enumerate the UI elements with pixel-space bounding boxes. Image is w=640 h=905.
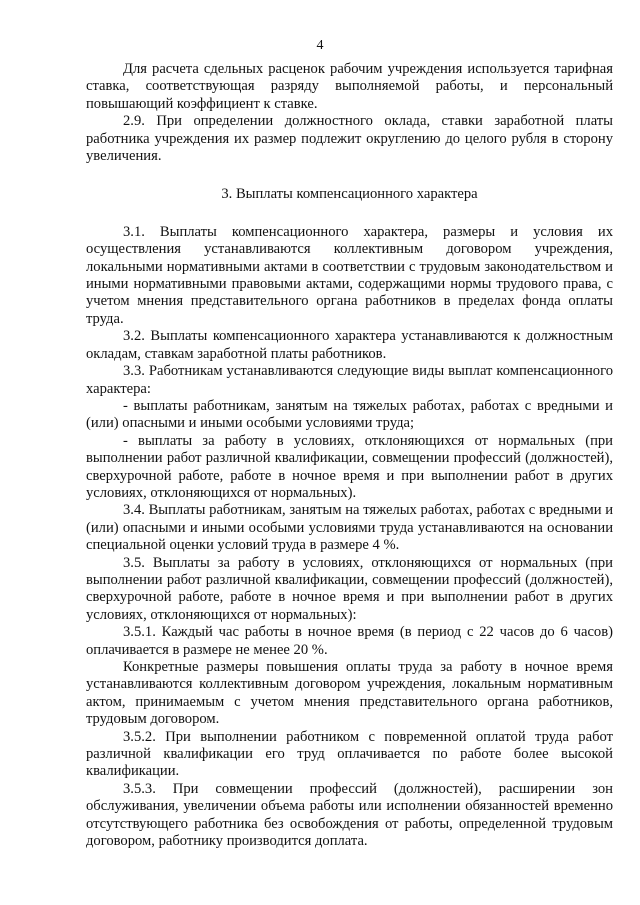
section-heading: 3. Выплаты компенсационного характера (221, 186, 478, 203)
paragraph-2-9: 2.9. При определении должностного оклада, ставки заработной платы работника учреждения их размер подлежит округлению до целого рубля в сторону увеличения. (86, 113, 613, 165)
list-item-abnormal-conditions: - выплаты за работу в условиях, отклоняющихся от нормальных (при выполнении работ различной квалификации, совмещении профессий (должностей), сверхурочной работе, работе в ночное время и при выполнении работ в других условиях, отклоняющихся от нормальных). (86, 432, 613, 501)
paragraph-3-5-3: 3.5.3. При совмещении профессий (должностей), расширении зон обслуживания, увеличении объема работы или исполнении обязанностей временно отсутствующего работника без освобождения от работы, определенной трудовым договором, работнику производится доплата. (86, 780, 613, 850)
paragraph-3-5: 3.5. Выплаты за работу в условиях, отклоняющихся от нормальных (при выполнении работ различной квалификации, совмещении профессий (должностей), сверхурочной работе, работе в ночное время и при выполнении работ в других условиях, отклоняющихся от нормальных): (86, 554, 613, 623)
page-number: 4 (316, 38, 324, 53)
paragraph-3-5-2: 3.5.2. При выполнении работником с повременной оплатой труда работ различной квалификации его труд оплачивается по работе более высокой квалификации. (86, 728, 613, 780)
paragraph-3-3: 3.3. Работникам устанавливаются следующие виды выплат компенсационного характера: (86, 363, 613, 397)
paragraph-piecework-rates: Для расчета сдельных расценок рабочим учреждения используется тарифная ставка, соответствующая разряду выполняемой работы, и персональный повышающий коэффициент к ставке. (86, 61, 613, 112)
list-item-hazardous-work: - выплаты работникам, занятым на тяжелых работах, работах с вредными и (или) опасными и иными особыми условиями труда; (86, 397, 613, 432)
paragraph-3-2: 3.2. Выплаты компенсационного характера устанавливаются к должностным окладам, ставкам заработной платы работников. (86, 328, 613, 362)
document-body (86, 61, 613, 850)
paragraph-night-work-rates: Конкретные размеры повышения оплаты труда за работу в ночное время устанавливаются коллективным договором учреждения, локальным нормативным актом, принимаемым с учетом мнения представительного органа работников, трудовым договором. (86, 659, 613, 728)
paragraph-3-1: 3.1. Выплаты компенсационного характера, размеры и условия их осуществления устанавливаются коллективным договором учреждения, локальными нормативными актами в соответствии с трудовым законодательством и иными нормативными правовыми актами, содержащими нормы трудового права, с учетом мнения представительного органа работников в пределах фонда оплаты труда. (86, 223, 613, 327)
paragraph-3-5-1: 3.5.1. Каждый час работы в ночное время (в период с 22 часов до 6 часов) оплачивается в размере не менее 20 %. (86, 624, 613, 658)
paragraph-3-4: 3.4. Выплаты работникам, занятым на тяжелых работах, работах с вредными и (или) опасными и иными особыми условиями труда устанавливаются на основании специальной оценки условий труда в размере 4 %. (86, 502, 613, 554)
